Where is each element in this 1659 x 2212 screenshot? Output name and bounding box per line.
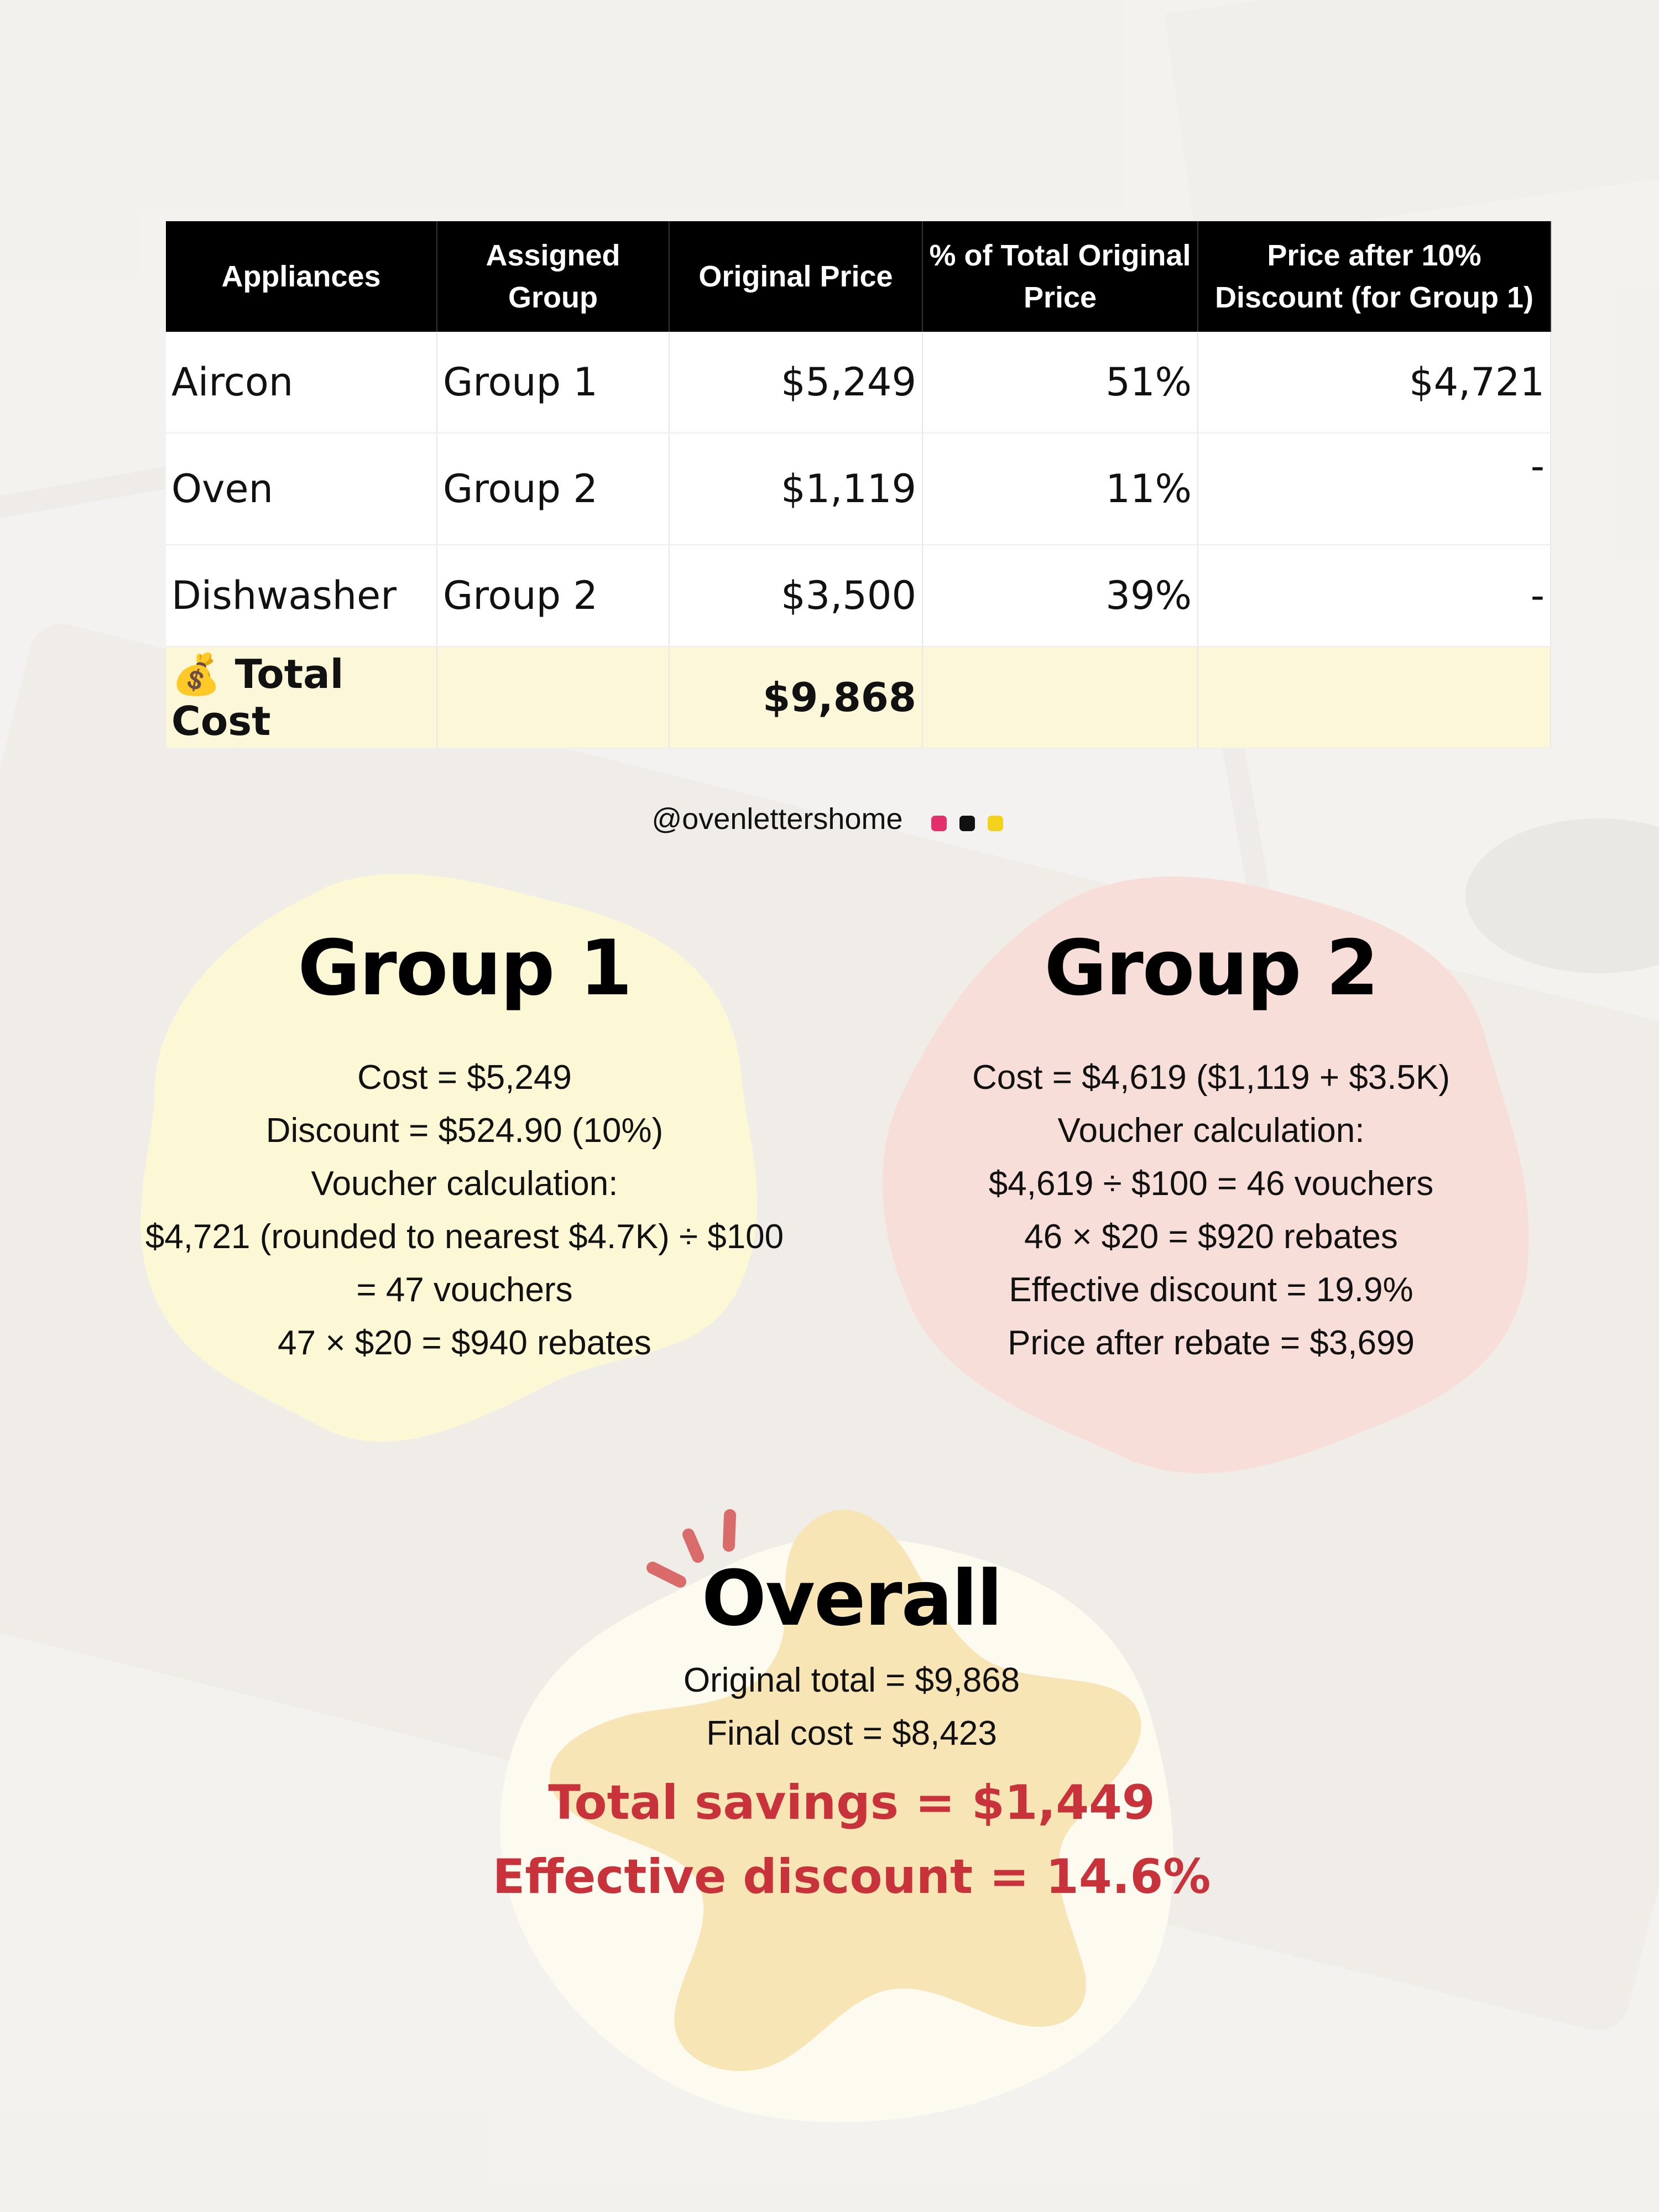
overall-card [487, 1493, 1217, 2129]
group1-line: Voucher calculation: [311, 1165, 618, 1203]
header-percent-total: % of Total Original Price [922, 221, 1198, 332]
social-icons [931, 804, 1008, 838]
cell-group: Group 1 [437, 332, 669, 433]
group2-line: Effective discount = 19.9% [1009, 1271, 1413, 1309]
social-handle [0, 802, 1659, 838]
cell-discounted: $4,721 [1198, 332, 1551, 433]
group2-line: Voucher calculation: [1057, 1112, 1365, 1150]
table-header-row [166, 221, 1551, 332]
price-table [166, 221, 1551, 749]
cell-price: $3,500 [669, 545, 922, 646]
header-assigned-group: Assigned Group [437, 221, 669, 332]
cell-percent: 39% [922, 545, 1198, 646]
cell-price: $1,119 [669, 433, 922, 545]
total-savings: Total savings = $1,449 [548, 1775, 1155, 1830]
header-discounted-price: Price after 10% Discount (for Group 1) [1198, 221, 1551, 332]
cell-group: Group 2 [437, 545, 669, 646]
tiktok-icon [959, 816, 975, 831]
header-appliances: Appliances [166, 221, 437, 332]
cell-percent: 11% [922, 433, 1198, 545]
cell-appliance: Oven [166, 433, 437, 545]
group1-title: Group 1 [298, 924, 632, 1013]
total-empty-cell [437, 646, 669, 748]
total-label: 💰 Total Cost [166, 646, 437, 748]
overall-title: Overall [701, 1554, 1002, 1643]
cell-percent: 51% [922, 332, 1198, 433]
instagram-icon [931, 816, 947, 831]
total-empty-cell [1198, 646, 1551, 748]
handle-text: @ovenlettershome [651, 802, 903, 836]
group1-line: Cost = $5,249 [357, 1058, 572, 1097]
group1-line: 47 × $20 = $940 rebates [278, 1324, 651, 1362]
cell-appliance: Aircon [166, 332, 437, 433]
group1-line: Discount = $524.90 (10%) [265, 1112, 664, 1150]
group2-card [874, 857, 1548, 1488]
header-original-price: Original Price [669, 221, 922, 332]
table-row [166, 332, 1551, 433]
cell-appliance: Dishwasher [166, 545, 437, 646]
table-row [166, 433, 1551, 545]
total-row [166, 646, 1551, 748]
table-row [166, 545, 1551, 646]
group1-line: $4,721 (rounded to nearest $4.7K) ÷ $100 [145, 1218, 784, 1256]
group2-line: Price after rebate = $3,699 [1008, 1324, 1415, 1362]
cell-price: $5,249 [669, 332, 922, 433]
cell-discounted: - [1198, 545, 1551, 646]
group2-line: $4,619 ÷ $100 = 46 vouchers [988, 1165, 1434, 1203]
group2-title: Group 2 [1044, 924, 1378, 1013]
group1-card [133, 852, 796, 1460]
group2-line: Cost = $4,619 ($1,119 + $3.5K) [972, 1058, 1450, 1097]
group1-line: = 47 vouchers [356, 1271, 573, 1309]
cell-group: Group 2 [437, 433, 669, 545]
effective-discount: Effective discount = 14.6% [492, 1849, 1211, 1905]
overall-line: Final cost = $8,423 [706, 1714, 997, 1752]
total-empty-cell [922, 646, 1198, 748]
overall-line: Original total = $9,868 [683, 1661, 1020, 1699]
lemon8-icon [988, 816, 1003, 831]
group2-line: 46 × $20 = $920 rebates [1024, 1218, 1398, 1256]
cell-discounted: - [1198, 433, 1551, 545]
total-price: $9,868 [669, 646, 922, 748]
